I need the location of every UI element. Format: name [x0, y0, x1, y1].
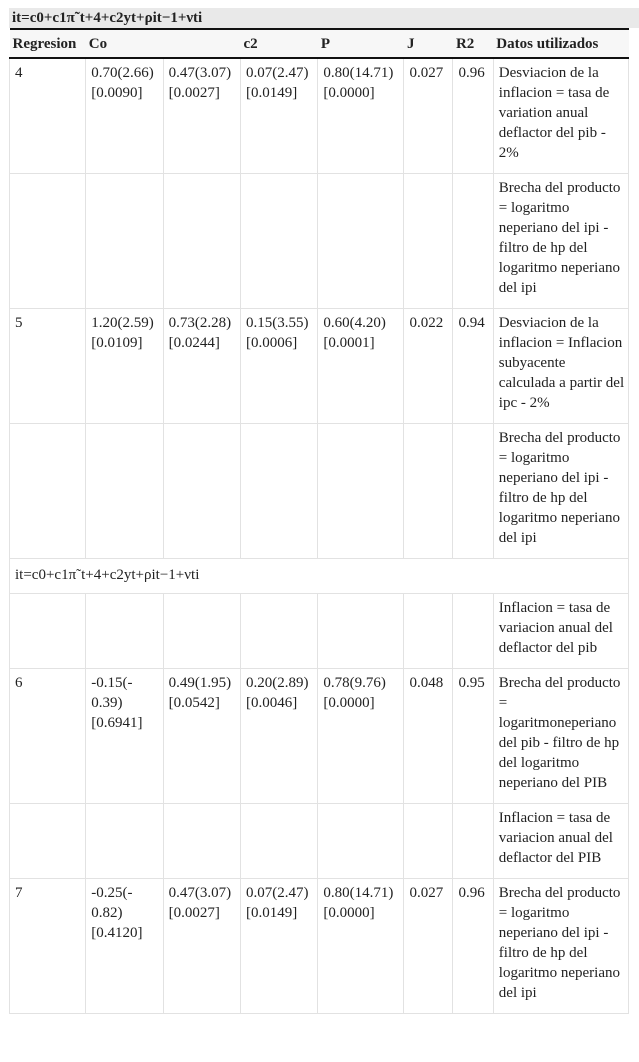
cell-regresion: 7: [10, 879, 86, 1014]
cell-regresion: 4: [10, 58, 86, 174]
cell-c1-line: [0.0027]: [168, 85, 220, 101]
cell-p: [318, 309, 404, 424]
cell-j: 0.022: [404, 309, 453, 424]
cell-regresion: 5: [10, 309, 86, 424]
cell-c2-line: [0.0149]: [246, 85, 298, 101]
cell-c2: [241, 174, 318, 309]
cell-co-line: -0.25(-: [91, 885, 133, 901]
cell-co: [86, 174, 163, 309]
cell-co: [86, 669, 163, 804]
regression-table-container: [9, 0, 639, 1014]
cell-datos: Inflacion = tasa de variacion anual del deflactor del PIB: [493, 804, 628, 879]
cell-c2: [241, 594, 318, 669]
cell-p: [318, 804, 404, 879]
cell-c2-line: 0.15(3.55): [246, 315, 309, 331]
cell-datos: Desviacion de la inflacion = tasa de variation anual deflactor del pib - 2%: [493, 58, 628, 174]
cell-co: [86, 594, 163, 669]
cell-p-line: [0.0000]: [323, 85, 375, 101]
cell-p: [318, 879, 404, 1014]
table-row: [10, 804, 629, 879]
cell-r2: 0.94: [453, 309, 493, 424]
cell-c2-line: [0.0046]: [246, 695, 298, 711]
cell-c1: [163, 174, 240, 309]
cell-co: [86, 309, 163, 424]
cell-datos: Brecha del producto = logaritmo neperiano del ipi - filtro de hp del logaritmo neperiano del ipi: [493, 424, 628, 559]
table-row: [10, 879, 629, 1014]
table-row: [10, 669, 629, 804]
cell-c2-line: 0.07(2.47): [246, 65, 309, 81]
cell-c2-line: 0.07(2.47): [246, 885, 309, 901]
cell-c1-line: 0.47(3.07): [168, 65, 232, 81]
cell-c2-line: 0.20(2.89): [246, 675, 309, 691]
cell-co: [86, 804, 163, 879]
header-p: P: [318, 29, 404, 58]
cell-j: [404, 424, 453, 559]
cell-c1: [163, 669, 240, 804]
cell-j: [404, 594, 453, 669]
cell-r2: 0.96: [453, 58, 493, 174]
cell-c2-line: [0.0006]: [246, 335, 298, 351]
header-row: [10, 29, 629, 58]
cell-c1: [163, 309, 240, 424]
cell-r2: 0.96: [453, 879, 493, 1014]
cell-r2: [453, 804, 493, 879]
cell-p-line: 0.80(14.71): [323, 885, 394, 901]
cell-co-line: 0.39): [91, 695, 123, 711]
cell-c2: [241, 669, 318, 804]
cell-c2: [241, 58, 318, 174]
cell-c1-line: [0.0244]: [168, 335, 220, 351]
cell-c1-line: 0.47(3.07): [168, 885, 232, 901]
cell-regresion: 6: [10, 669, 86, 804]
cell-j: 0.048: [404, 669, 453, 804]
header-c1: [163, 29, 240, 58]
cell-co-line: 1.20(2.59): [91, 315, 154, 331]
cell-c1: [163, 58, 240, 174]
table-row: [10, 424, 629, 559]
cell-co: [86, 879, 163, 1014]
cell-c1: [163, 804, 240, 879]
cell-r2: 0.95: [453, 669, 493, 804]
cell-r2: [453, 594, 493, 669]
cell-c1: [163, 594, 240, 669]
cell-p-line: 0.60(4.20): [323, 315, 386, 331]
header-datos: Datos utilizados: [493, 29, 628, 58]
cell-datos: Desviacion de la inflacion = Inflacion subyacente calculada a partir del ipc - 2%: [493, 309, 628, 424]
table-row: [10, 58, 629, 174]
header-regresion: Regresion: [10, 29, 86, 58]
cell-co-line: 0.82): [91, 905, 123, 921]
cell-co-line: [0.4120]: [91, 925, 143, 941]
cell-c1-line: [0.0027]: [168, 905, 220, 921]
cell-j: [404, 174, 453, 309]
cell-regresion: [10, 174, 86, 309]
cell-p: [318, 669, 404, 804]
header-r2: R2: [453, 29, 493, 58]
table-title: it=c0+c1π˜t+4+c2yt+ρit−1+νti: [9, 8, 639, 28]
cell-c2-line: [0.0149]: [246, 905, 298, 921]
header-c2: c2: [241, 29, 318, 58]
cell-p-line: 0.78(9.76): [323, 675, 386, 691]
cell-regresion: [10, 594, 86, 669]
cell-co: [86, 424, 163, 559]
cell-p-line: [0.0001]: [323, 335, 375, 351]
cell-p: [318, 58, 404, 174]
cell-datos: Inflacion = tasa de variacion anual del deflactor del pib: [493, 594, 628, 669]
cell-c1-line: 0.49(1.95): [168, 675, 232, 691]
cell-regresion: [10, 424, 86, 559]
header-co: Co: [86, 29, 163, 58]
regression-table: [9, 28, 629, 1014]
section-row-label: it=c0+c1π˜t+4+c2yt+ρit−1+νti: [10, 559, 629, 594]
cell-c2: [241, 424, 318, 559]
cell-regresion: [10, 804, 86, 879]
cell-co-line: [0.0109]: [91, 335, 143, 351]
cell-c1: [163, 879, 240, 1014]
cell-datos: Brecha del producto = logaritmoneperiano del pib - filtro de hp del logaritmo neperiano del PIB: [493, 669, 628, 804]
cell-datos: Brecha del producto = logaritmo neperiano del ipi - filtro de hp del logaritmo neperiano del ipi: [493, 879, 628, 1014]
cell-j: 0.027: [404, 879, 453, 1014]
cell-p-line: [0.0000]: [323, 695, 375, 711]
cell-co-line: [0.6941]: [91, 715, 143, 731]
table-body: [10, 58, 629, 1014]
cell-r2: [453, 424, 493, 559]
section-row: [10, 559, 629, 594]
table-row: [10, 174, 629, 309]
cell-p: [318, 424, 404, 559]
cell-r2: [453, 174, 493, 309]
cell-p-line: [0.0000]: [323, 905, 375, 921]
cell-c1: [163, 424, 240, 559]
cell-c2: [241, 804, 318, 879]
cell-p-line: 0.80(14.71): [323, 65, 394, 81]
cell-co-line: 0.70(2.66): [91, 65, 154, 81]
cell-p: [318, 594, 404, 669]
cell-c2: [241, 879, 318, 1014]
cell-co-line: -0.15(-: [91, 675, 133, 691]
cell-j: 0.027: [404, 58, 453, 174]
header-j: J: [404, 29, 453, 58]
cell-co: [86, 58, 163, 174]
cell-j: [404, 804, 453, 879]
cell-c1-line: [0.0542]: [168, 695, 220, 711]
table-row: [10, 594, 629, 669]
cell-co-line: [0.0090]: [91, 85, 143, 101]
cell-c2: [241, 309, 318, 424]
table-row: [10, 309, 629, 424]
cell-datos: Brecha del producto = logaritmo neperiano del ipi - filtro de hp del logaritmo neperiano del ipi: [493, 174, 628, 309]
cell-c1-line: 0.73(2.28): [168, 315, 232, 331]
cell-p: [318, 174, 404, 309]
